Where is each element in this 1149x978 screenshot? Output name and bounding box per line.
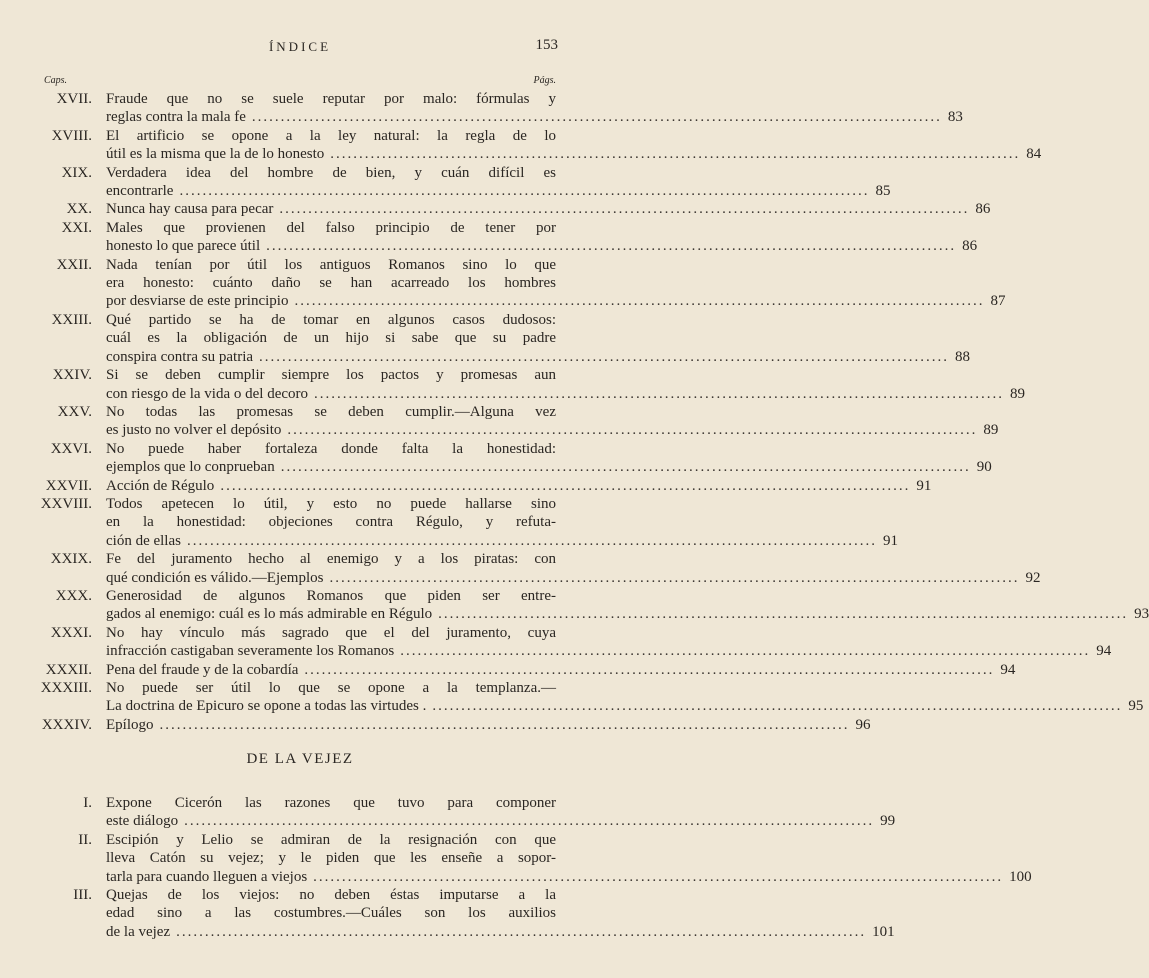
entry-last-line bbox=[106, 605, 1149, 623]
entry-page-number: 83 bbox=[947, 109, 963, 126]
entry-text-line: Fe del juramento hecho al enemigo y a los piratas: con bbox=[106, 551, 556, 568]
entry-text-line: Pena del fraude y de la cobardía bbox=[106, 661, 299, 678]
entry-text-line: No hay vínculo más sagrado que el del juramento, cuya bbox=[106, 624, 556, 641]
toc-entry bbox=[0, 200, 991, 218]
entry-text-line: honesto lo que parece útil bbox=[106, 238, 261, 255]
entry-body bbox=[106, 550, 1041, 587]
toc-entry bbox=[0, 624, 1112, 661]
entry-text-line: Escipión y Lelio se admiran de la resignación con que bbox=[106, 831, 556, 848]
entry-text-line: de la vejez bbox=[106, 923, 171, 940]
toc-entry bbox=[0, 716, 871, 734]
chapter-number: XXI. bbox=[61, 219, 92, 236]
entry-text-line: conspira contra su patria bbox=[106, 348, 254, 365]
entry-body bbox=[106, 366, 1026, 403]
entry-body bbox=[106, 200, 991, 218]
entry-body bbox=[106, 886, 895, 941]
dot-leader: ........................................................................................................................ bbox=[330, 146, 1021, 163]
entry-text-line: cuál es la obligación de un hijo si sabe que su padre bbox=[106, 330, 556, 347]
entry-body bbox=[106, 256, 1006, 311]
entry-text-line: qué condición es válido.—Ejemplos bbox=[106, 569, 324, 586]
entry-last-line bbox=[106, 716, 871, 734]
entry-last-line bbox=[106, 477, 932, 495]
entry-body bbox=[106, 831, 1032, 886]
chapter-number: XXII. bbox=[56, 256, 92, 273]
dot-leader: ........................................................................................................................ bbox=[259, 348, 950, 365]
dot-leader: ........................................................................................................................ bbox=[266, 238, 957, 255]
entry-page-number: 92 bbox=[1025, 569, 1041, 586]
entry-text-line: era honesto: cuánto daño se han acarreado los hombres bbox=[106, 275, 556, 292]
entry-text-line: en la honestidad: objeciones contra Régulo, y refuta- bbox=[106, 514, 556, 531]
entry-text-line: por desviarse de este principio bbox=[106, 293, 289, 310]
toc-entry bbox=[0, 477, 932, 495]
entry-text-line: Expone Cicerón las razones que tuvo para componer bbox=[106, 795, 556, 811]
entry-page-number: 93 bbox=[1134, 606, 1149, 623]
dot-leader: ........................................................................................................................ bbox=[186, 532, 877, 549]
entry-page-number: 101 bbox=[872, 923, 895, 940]
toc-entry bbox=[0, 886, 895, 941]
entry-last-line bbox=[106, 421, 999, 439]
toc-entry bbox=[0, 495, 898, 550]
entry-last-line bbox=[106, 868, 1032, 886]
toc-entry bbox=[0, 794, 896, 831]
entry-body bbox=[106, 477, 932, 495]
entry-text-line: No puede ser útil lo que se opone a la templanza.— bbox=[106, 680, 556, 696]
dot-leader: ........................................................................................................................ bbox=[329, 569, 1020, 586]
entry-last-line bbox=[106, 697, 1144, 715]
chapter-number: III. bbox=[73, 887, 92, 904]
entry-last-line bbox=[106, 532, 898, 550]
entry-text-line: Males que provienen del falso principio de tener por bbox=[106, 219, 556, 236]
chapter-number: XXXI. bbox=[50, 624, 92, 641]
chapter-number: XVIII. bbox=[51, 127, 92, 144]
entry-body bbox=[106, 440, 992, 477]
toc-entry bbox=[0, 661, 1016, 679]
entry-last-line bbox=[106, 108, 963, 126]
chapter-number: XXVII. bbox=[45, 477, 92, 494]
toc-entry bbox=[0, 256, 1006, 311]
entry-last-line bbox=[106, 182, 891, 200]
section-title: DE LA VEJEZ bbox=[246, 751, 354, 767]
entry-last-line bbox=[106, 812, 896, 830]
toc-entry bbox=[0, 366, 1026, 403]
chapter-number: XXX. bbox=[55, 587, 92, 604]
entry-last-line bbox=[106, 642, 1112, 660]
dot-leader: ........................................................................................................................ bbox=[176, 923, 867, 940]
chapter-number: XXXIII. bbox=[40, 680, 92, 696]
entry-page-number: 86 bbox=[962, 238, 978, 255]
entry-body bbox=[106, 624, 1112, 661]
toc-entry bbox=[0, 311, 971, 366]
entry-text-line: útil es la misma que la de lo honesto bbox=[106, 146, 325, 163]
entry-text-line: Verdadera idea del hombre de bien, y cuán difícil es bbox=[106, 164, 556, 181]
dot-leader: ........................................................................................................................ bbox=[251, 109, 942, 126]
entry-body bbox=[106, 219, 978, 256]
entry-body bbox=[106, 794, 896, 831]
toc-entry bbox=[0, 587, 1149, 624]
entry-body bbox=[106, 587, 1149, 624]
entry-last-line bbox=[106, 923, 895, 941]
entry-last-line bbox=[106, 348, 971, 366]
chapter-number: XX. bbox=[66, 201, 92, 218]
entry-page-number: 94 bbox=[1096, 643, 1112, 660]
entry-page-number: 89 bbox=[1010, 385, 1026, 402]
entry-text-line: No puede haber fortaleza donde falta la honestidad: bbox=[106, 440, 556, 457]
chapter-number: I. bbox=[83, 795, 92, 811]
entry-page-number: 87 bbox=[990, 293, 1006, 310]
entry-text-line: No todas las promesas se deben cumplir.—Alguna vez bbox=[106, 403, 556, 420]
entry-page-number: 86 bbox=[975, 201, 991, 218]
dot-leader: ........................................................................................................................ bbox=[294, 293, 985, 310]
toc-entry bbox=[0, 90, 963, 127]
entry-text-line: este diálogo bbox=[106, 813, 179, 830]
dot-leader: ........................................................................................................................ bbox=[400, 643, 1091, 660]
entry-text-line: Qué partido se ha de tomar en algunos casos dudosos: bbox=[106, 311, 556, 328]
entry-text-line: infracción castigaban severamente los Romanos bbox=[106, 643, 395, 660]
entry-text-line: Todos apetecen lo útil, y esto no puede hallarse sino bbox=[106, 495, 556, 512]
entry-page-number: 96 bbox=[855, 716, 871, 733]
entry-last-line bbox=[106, 385, 1026, 403]
chapter-number: XXVI. bbox=[50, 440, 92, 457]
entry-page-number: 100 bbox=[1009, 868, 1032, 885]
toc-entry bbox=[0, 679, 1144, 716]
entry-text-line: Quejas de los viejos: no deben éstas imputarse a la bbox=[106, 887, 556, 904]
entry-page-number: 85 bbox=[875, 183, 891, 200]
dot-leader: ........................................................................................................................ bbox=[314, 385, 1005, 402]
entry-page-number: 90 bbox=[976, 459, 992, 476]
caps-column-heading: Caps. bbox=[44, 75, 68, 86]
entry-body bbox=[106, 661, 1016, 679]
entry-text-line: Epílogo bbox=[106, 716, 154, 733]
entry-page-number: 91 bbox=[882, 532, 898, 549]
running-head bbox=[0, 37, 600, 57]
toc-entries bbox=[0, 90, 1149, 734]
entry-text-line: Generosidad de algunos Romanos que piden ser entre- bbox=[106, 587, 556, 604]
dot-leader: ........................................................................................................................ bbox=[159, 716, 850, 733]
chapter-number: XXV. bbox=[57, 403, 92, 420]
dot-leader: ........................................................................................................................ bbox=[179, 183, 870, 200]
entry-last-line bbox=[106, 661, 1016, 679]
dot-leader: ........................................................................................................................ bbox=[184, 813, 875, 830]
entry-page-number: 94 bbox=[1000, 661, 1016, 678]
entry-text-line: Nunca hay causa para pecar bbox=[106, 201, 274, 218]
entry-text-line: Nada tenían por útil los antiguos Romanos sino lo que bbox=[106, 256, 556, 273]
chapter-number: XXIV. bbox=[52, 367, 92, 384]
entry-text-line: lleva Catón su vejez; y le piden que les enseñe a sopor- bbox=[106, 850, 556, 867]
entry-body bbox=[106, 127, 1042, 164]
chapter-number: XXIII. bbox=[51, 311, 92, 328]
entry-body bbox=[106, 311, 971, 366]
chapter-number: XIX. bbox=[61, 164, 92, 181]
entry-text-line: encontrarle bbox=[106, 183, 174, 200]
entry-last-line bbox=[106, 145, 1042, 163]
entry-text-line: Acción de Régulo bbox=[106, 477, 215, 494]
entry-text-line: ción de ellas bbox=[106, 532, 181, 549]
entry-body bbox=[106, 495, 898, 550]
page-number: 153 bbox=[535, 37, 558, 53]
entry-page-number: 88 bbox=[955, 348, 971, 365]
entry-body bbox=[106, 679, 1144, 716]
dot-leader: ........................................................................................................................ bbox=[313, 868, 1004, 885]
chapter-number: XXVIII. bbox=[40, 495, 92, 512]
entry-body bbox=[106, 90, 963, 127]
entry-text-line: edad sino a las costumbres.—Cuáles son los auxilios bbox=[106, 905, 556, 922]
chapter-number: XXXIV. bbox=[41, 716, 92, 733]
toc-entry bbox=[0, 219, 978, 256]
dot-leader: ........................................................................................................................ bbox=[304, 661, 995, 678]
entry-text-line: La doctrina de Epicuro se opone a todas las virtudes . bbox=[106, 698, 427, 715]
entry-body bbox=[106, 403, 999, 440]
toc-entries-vejez bbox=[0, 794, 1032, 941]
toc-entry bbox=[0, 550, 1041, 587]
chapter-number: II. bbox=[78, 831, 92, 848]
entry-text-line: con riesgo de la vida o del decoro bbox=[106, 385, 309, 402]
entry-body bbox=[106, 716, 871, 734]
dot-leader: ........................................................................................................................ bbox=[287, 422, 978, 439]
entry-last-line bbox=[106, 237, 978, 255]
chapter-number: XXXII. bbox=[45, 661, 92, 678]
toc-entry bbox=[0, 164, 891, 201]
entry-text-line: es justo no volver el depósito bbox=[106, 422, 282, 439]
entry-page-number: 99 bbox=[880, 813, 896, 830]
entry-last-line bbox=[106, 569, 1041, 587]
entry-text-line: ejemplos que lo conprueban bbox=[106, 459, 275, 476]
entry-text-line: Fraude que no se suele reputar por malo: fórmulas y bbox=[106, 91, 556, 107]
entry-text-line: reglas contra la mala fe bbox=[106, 109, 246, 126]
dot-leader: ........................................................................................................................ bbox=[280, 459, 971, 476]
entry-last-line bbox=[106, 200, 991, 218]
entry-body bbox=[106, 164, 891, 201]
entry-text-line: Si se deben cumplir siempre los pactos y promesas aun bbox=[106, 367, 556, 384]
entry-page-number: 84 bbox=[1026, 146, 1042, 163]
entry-last-line bbox=[106, 458, 992, 476]
entry-last-line bbox=[106, 292, 1006, 310]
toc-entry bbox=[0, 127, 1042, 164]
entry-text-line: gados al enemigo: cuál es lo más admirable en Régulo bbox=[106, 606, 433, 623]
dot-leader: ........................................................................................................................ bbox=[438, 606, 1129, 623]
toc-entry bbox=[0, 440, 992, 477]
toc-entry bbox=[0, 831, 1032, 886]
chapter-number: XXIX. bbox=[50, 551, 92, 568]
dot-leader: ........................................................................................................................ bbox=[432, 698, 1123, 715]
entry-page-number: 89 bbox=[983, 422, 999, 439]
toc-entry bbox=[0, 403, 999, 440]
running-head-title: ÍNDICE bbox=[268, 39, 332, 54]
dot-leader: ........................................................................................................................ bbox=[220, 477, 911, 494]
entry-page-number: 91 bbox=[916, 477, 932, 494]
column-headings bbox=[0, 75, 600, 89]
chapter-number: XVII. bbox=[56, 91, 92, 107]
entry-text-line: El artificio se opone a la ley natural: la regla de lo bbox=[106, 127, 556, 144]
pags-column-heading: Págs. bbox=[533, 75, 556, 86]
entry-text-line: tarla para cuando lleguen a viejos bbox=[106, 868, 308, 885]
entry-page-number: 95 bbox=[1128, 698, 1144, 715]
dot-leader: ........................................................................................................................ bbox=[279, 201, 970, 218]
